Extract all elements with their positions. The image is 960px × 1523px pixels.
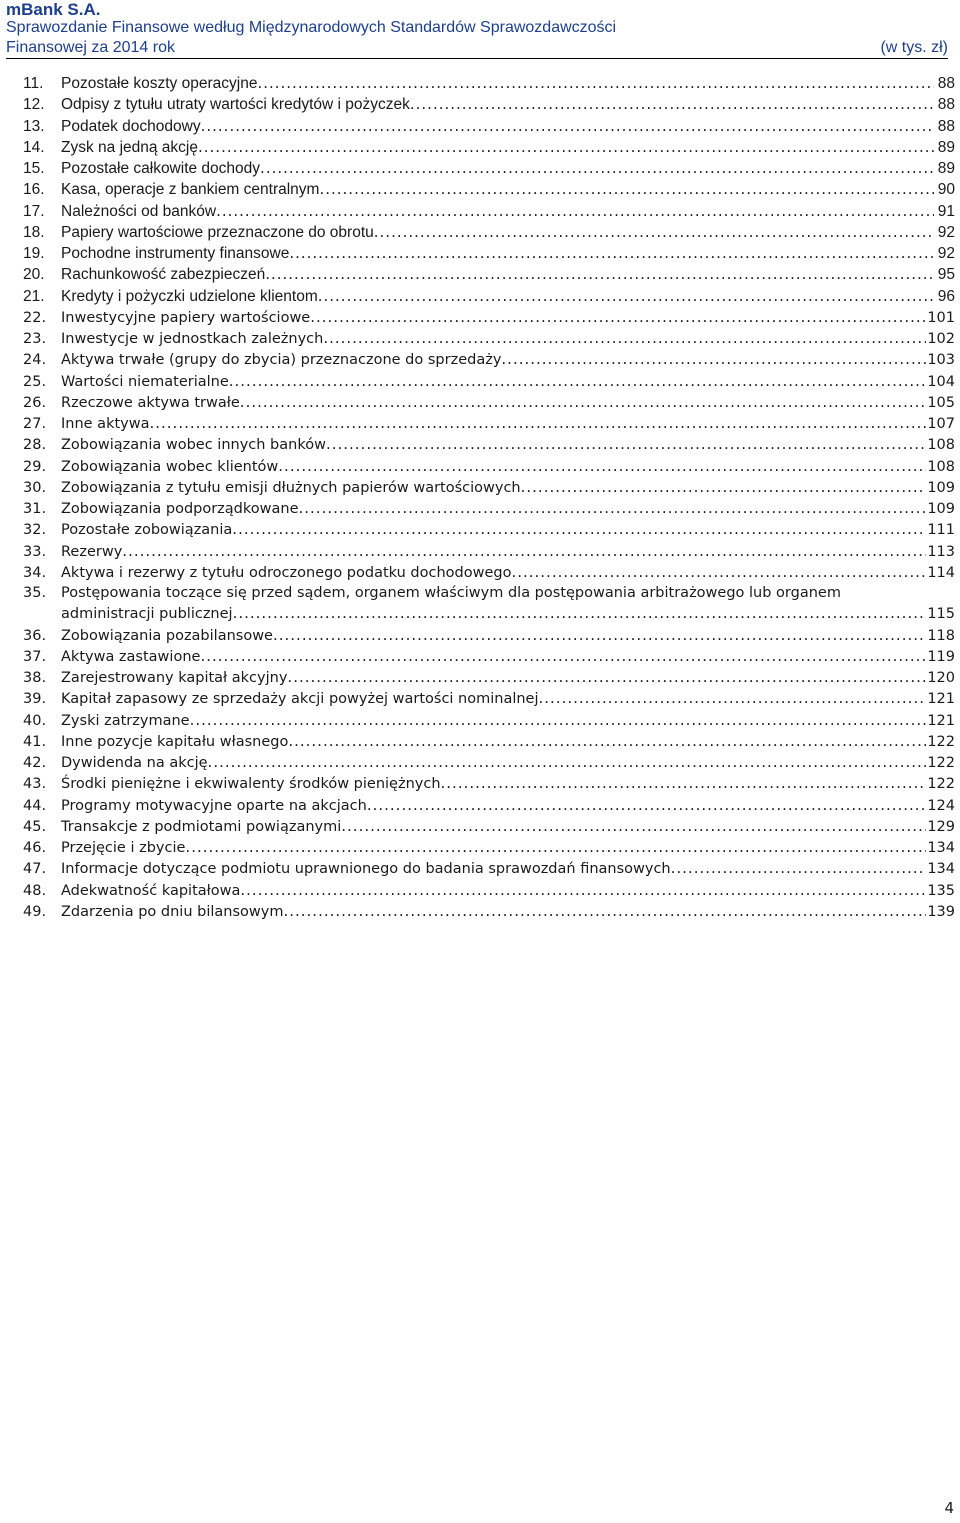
toc-entry-title: Wartości niematerialne <box>61 373 229 390</box>
toc-row <box>23 603 955 625</box>
toc-entry[interactable] <box>23 413 955 434</box>
page-number: 4 <box>944 1499 954 1517</box>
toc-entry-title: administracji publicznej <box>61 606 233 623</box>
toc-entry-page: 135 <box>927 882 955 899</box>
toc-dot-leader <box>299 498 927 519</box>
toc-entry-page: 114 <box>927 564 955 581</box>
toc-dot-leader <box>318 286 934 307</box>
toc-entry[interactable] <box>23 667 955 688</box>
toc-dot-leader <box>198 137 934 158</box>
toc-entry-title: Inne pozycje kapitału własnego <box>61 733 289 750</box>
toc-entry-page: 88 <box>937 75 955 92</box>
toc-row <box>23 307 955 329</box>
toc-entry-page: 91 <box>937 202 955 220</box>
toc-entry-page: 134 <box>927 861 955 878</box>
toc-entry-number: 20. <box>23 266 45 284</box>
toc-row <box>23 519 955 541</box>
toc-entry-title: Zdarzenia po dniu bilansowym <box>61 903 284 920</box>
toc-dot-leader <box>149 413 926 434</box>
toc-row <box>23 858 955 880</box>
toc-row <box>23 222 955 243</box>
toc-entry-number: 38. <box>23 670 47 686</box>
toc-entry-title: Zobowiązania podporządkowane <box>61 501 299 517</box>
toc-entry-number: 44. <box>23 797 47 814</box>
toc-row <box>23 541 955 563</box>
toc-entry-number: 19. <box>23 245 45 262</box>
toc-entry-number: 31. <box>23 501 47 517</box>
toc-dot-leader <box>319 179 934 200</box>
toc-entry-page: 92 <box>937 245 955 262</box>
toc-row <box>23 264 955 285</box>
toc-row <box>23 816 955 838</box>
toc-entry[interactable] <box>23 731 955 752</box>
toc-entry[interactable] <box>23 752 955 773</box>
toc-entry-number: 27. <box>23 416 47 432</box>
toc-entry-title: Zobowiązania wobec innych banków <box>61 437 326 454</box>
toc-entry-number: 11. <box>23 75 44 92</box>
toc-entry[interactable] <box>23 901 955 922</box>
toc-dot-leader <box>232 519 926 540</box>
toc-entry[interactable] <box>23 541 955 562</box>
toc-entry-page: 119 <box>927 648 955 665</box>
toc-dot-leader <box>240 880 926 901</box>
toc-entry-number: 35. <box>23 585 47 601</box>
toc-row <box>23 773 955 795</box>
toc-dot-leader <box>257 73 934 94</box>
toc-entry[interactable] <box>23 456 955 477</box>
toc-row <box>23 583 955 604</box>
toc-row <box>23 710 955 732</box>
toc-entry-number: 39. <box>23 691 47 708</box>
toc-entry-page: 108 <box>927 437 955 454</box>
toc-entry-title: Inwestycje w jednostkach zależnych <box>61 331 324 347</box>
toc-dot-leader <box>511 562 926 583</box>
toc-entry[interactable] <box>23 371 955 392</box>
toc-row <box>23 562 955 584</box>
toc-row <box>23 413 955 435</box>
toc-dot-leader <box>288 731 926 752</box>
toc-entry-number: 21. <box>23 287 45 305</box>
toc-entry-page: 88 <box>937 117 955 135</box>
toc-entry-title: Programy motywacyjne oparte na akcjach <box>61 797 367 814</box>
toc-dot-leader <box>200 646 926 667</box>
toc-entry[interactable] <box>23 795 955 816</box>
toc-row <box>23 456 955 478</box>
toc-dot-leader <box>201 116 934 137</box>
toc-row <box>23 179 955 200</box>
units-label: (w tys. zł) <box>880 39 948 56</box>
toc-entry-page: 122 <box>927 755 955 771</box>
toc-entry-number: 12. <box>23 96 45 114</box>
toc-entry-title: Kredyty i pożyczki udzielone klientom <box>61 287 318 305</box>
toc-entry[interactable] <box>23 328 955 349</box>
toc-entry-title: Rzeczowe aktywa trwałe <box>61 394 240 411</box>
toc-row <box>23 73 955 94</box>
toc-entry[interactable] <box>23 73 955 94</box>
toc-entry[interactable] <box>23 646 955 667</box>
toc-entry-title: Papiery wartościowe przeznaczone do obrotu <box>61 223 374 241</box>
toc-entry-number: 34. <box>23 564 47 581</box>
toc-entry[interactable] <box>23 179 955 200</box>
toc-entry[interactable] <box>23 158 955 179</box>
toc-entry-page: 108 <box>927 458 955 475</box>
toc-dot-leader <box>341 816 926 837</box>
toc-row <box>23 498 955 520</box>
toc-row <box>23 625 955 647</box>
toc-dot-leader <box>501 349 926 370</box>
toc-entry[interactable] <box>23 137 955 158</box>
toc-row <box>23 392 955 414</box>
toc-entry[interactable] <box>23 816 955 837</box>
toc-entry-page: 89 <box>937 160 955 177</box>
toc-entry[interactable] <box>23 201 955 222</box>
toc-entry-number: 47. <box>23 861 47 878</box>
toc-entry-title: Aktywa i rezerwy z tytułu odroczonego podatku dochodowego <box>61 564 512 581</box>
toc-entry[interactable] <box>23 837 955 858</box>
toc-entry-title: Aktywa trwałe (grupy do zbycia) przeznaczone do sprzedaży <box>61 352 502 369</box>
toc-entry-page: 103 <box>927 352 955 369</box>
toc-row <box>23 731 955 753</box>
toc-entry[interactable] <box>23 858 955 879</box>
toc-entry[interactable] <box>23 562 955 583</box>
toc-entry-title: Inne aktywa <box>61 416 150 432</box>
table-of-contents <box>23 73 955 922</box>
toc-entry-title: Zobowiązania pozabilansowe <box>61 627 273 644</box>
toc-entry[interactable] <box>23 477 955 498</box>
toc-entry-number: 29. <box>23 458 47 475</box>
toc-entry-number: 37. <box>23 648 47 665</box>
toc-dot-leader <box>367 795 926 816</box>
toc-entry[interactable] <box>23 880 955 901</box>
toc-entry[interactable] <box>23 349 955 370</box>
toc-entry-title: Transakcje z podmiotami powiązanymi <box>61 818 342 835</box>
toc-entry-title: Dywidenda na akcję <box>61 755 208 771</box>
toc-row <box>23 371 955 393</box>
toc-dot-leader <box>374 222 934 243</box>
toc-dot-leader <box>233 603 927 624</box>
toc-entry-title: Zysk na jedną akcję <box>61 138 198 156</box>
toc-dot-leader <box>539 688 927 709</box>
toc-dot-leader <box>208 752 927 773</box>
toc-entry-page: 115 <box>927 606 955 623</box>
toc-entry[interactable] <box>23 243 955 264</box>
toc-dot-leader <box>283 901 926 922</box>
toc-entry-number: 46. <box>23 840 47 856</box>
toc-entry[interactable] <box>23 94 955 115</box>
toc-dot-leader <box>287 667 926 688</box>
toc-dot-leader <box>229 371 927 392</box>
toc-dot-leader <box>289 243 934 264</box>
toc-entry-title: Pozostałe zobowiązania <box>61 522 233 539</box>
toc-entry-title: Zobowiązania z tytułu emisji dłużnych papierów wartościowych <box>61 479 521 496</box>
toc-row <box>23 158 955 179</box>
toc-dot-leader <box>260 158 934 179</box>
toc-entry-title: Pozostałe całkowite dochody <box>61 160 261 177</box>
toc-entry-number: 17. <box>23 202 45 220</box>
toc-entry-page: 129 <box>927 818 955 835</box>
toc-entry-number: 23. <box>23 331 47 347</box>
toc-row <box>23 137 955 158</box>
toc-entry-page: 120 <box>927 670 955 686</box>
toc-dot-leader <box>441 773 927 794</box>
toc-dot-leader <box>190 710 927 731</box>
toc-row <box>23 201 955 222</box>
toc-row <box>23 752 955 774</box>
toc-entry-page: 101 <box>927 309 955 326</box>
toc-dot-leader <box>521 477 927 498</box>
toc-entry-number: 32. <box>23 522 47 539</box>
toc-row <box>23 349 955 371</box>
toc-row <box>23 116 955 137</box>
toc-entry-page: 109 <box>927 479 955 496</box>
toc-entry-page: 134 <box>927 840 955 856</box>
toc-entry-title: Rezerwy <box>61 543 123 560</box>
toc-entry-page: 89 <box>937 138 955 156</box>
toc-entry-page: 102 <box>927 331 955 347</box>
toc-entry[interactable] <box>23 710 955 731</box>
toc-entry-number: 16. <box>23 181 45 199</box>
toc-entry-number: 42. <box>23 755 47 771</box>
toc-entry-number: 24. <box>23 352 47 369</box>
toc-entry-page: 122 <box>927 776 955 793</box>
toc-entry-title: Odpisy z tytułu utraty wartości kredytów i pożyczek <box>61 96 410 114</box>
toc-entry-page: 88 <box>937 96 955 114</box>
toc-entry-title: Aktywa zastawione <box>61 648 201 665</box>
toc-entry-number: 13. <box>23 117 45 135</box>
toc-entry-number: 43. <box>23 776 47 793</box>
toc-entry[interactable] <box>23 773 955 794</box>
toc-entry-title: Kapitał zapasowy ze sprzedaży akcji powyżej wartości nominalnej <box>61 691 539 708</box>
toc-entry-title: Rachunkowość zabezpieczeń <box>61 266 266 284</box>
toc-entry-page: 107 <box>927 416 955 432</box>
toc-entry-page: 104 <box>927 373 955 390</box>
toc-entry-title: Należności od banków <box>61 202 217 220</box>
toc-row <box>23 94 955 115</box>
report-title-line-2: Finansowej za 2014 rok <box>6 39 175 56</box>
toc-row <box>23 434 955 456</box>
toc-entry-page: 90 <box>937 181 955 199</box>
toc-entry-page: 96 <box>937 287 955 305</box>
toc-entry-number: 28. <box>23 437 47 454</box>
toc-entry[interactable] <box>23 286 955 307</box>
toc-entry-page: 122 <box>927 733 955 750</box>
toc-dot-leader <box>265 264 934 285</box>
toc-entry-page: 139 <box>927 903 955 920</box>
toc-entry-number: 15. <box>23 160 45 177</box>
toc-entry-number: 26. <box>23 394 47 411</box>
toc-dot-leader <box>671 858 927 879</box>
toc-entry[interactable] <box>23 625 955 646</box>
toc-entry-title: Inwestycyjne papiery wartościowe <box>61 309 311 326</box>
toc-dot-leader <box>323 328 926 349</box>
toc-row <box>23 646 955 668</box>
toc-dot-leader <box>122 541 926 562</box>
toc-entry-number: 49. <box>23 903 47 920</box>
toc-row <box>23 688 955 710</box>
toc-entry-title: Zarejestrowany kapitał akcyjny <box>61 670 288 686</box>
toc-dot-leader <box>216 201 934 222</box>
toc-entry-page: 124 <box>927 797 955 814</box>
toc-dot-leader <box>240 392 927 413</box>
company-name: mBank S.A. <box>6 0 101 19</box>
toc-entry-title: Postępowania toczące się przed sądem, organem właściwym dla postępowania arbitrażowego lub organem <box>61 585 841 601</box>
toc-entry[interactable] <box>23 392 955 413</box>
toc-entry-page: 121 <box>927 712 955 729</box>
toc-dot-leader <box>273 625 926 646</box>
toc-dot-leader <box>185 837 926 858</box>
toc-entry-page: 111 <box>927 522 955 539</box>
toc-entry-number: 25. <box>23 373 47 390</box>
toc-row <box>23 880 955 902</box>
toc-entry[interactable] <box>23 498 955 519</box>
toc-dot-leader <box>410 94 934 115</box>
toc-entry-title: Kasa, operacje z bankiem centralnym <box>61 181 320 199</box>
toc-entry-number: 45. <box>23 818 47 835</box>
toc-entry-number: 18. <box>23 223 45 241</box>
toc-entry-title: Podatek dochodowy <box>61 117 201 135</box>
toc-entry-page: 109 <box>927 501 955 517</box>
toc-entry-title: Zobowiązania wobec klientów <box>61 458 279 475</box>
toc-row <box>23 243 955 264</box>
toc-entry-number: 22. <box>23 309 47 326</box>
toc-entry-title: Pochodne instrumenty finansowe <box>61 245 290 262</box>
toc-dot-leader <box>326 434 926 455</box>
toc-entry-title: Pozostałe koszty operacyjne <box>61 75 258 92</box>
toc-dot-leader <box>278 456 926 477</box>
toc-entry-title: Zyski zatrzymane <box>61 712 190 729</box>
toc-entry[interactable] <box>23 116 955 137</box>
toc-entry-number: 30. <box>23 479 47 496</box>
toc-entry-number: 33. <box>23 543 47 560</box>
report-title-line-1: Sprawozdanie Finansowe według Międzynarodowych Standardów Sprawozdawczości <box>6 19 617 36</box>
toc-entry-number: 36. <box>23 627 47 644</box>
toc-entry-page: 118 <box>927 627 955 644</box>
toc-row <box>23 328 955 350</box>
toc-row <box>23 795 955 817</box>
toc-entry-page: 95 <box>937 266 955 284</box>
toc-entry-page: 92 <box>937 223 955 241</box>
toc-row <box>23 477 955 499</box>
toc-row <box>23 286 955 307</box>
toc-entry-page: 121 <box>927 691 955 708</box>
toc-entry[interactable] <box>23 583 955 625</box>
toc-entry[interactable] <box>23 307 955 328</box>
toc-entry[interactable] <box>23 264 955 285</box>
toc-entry-page: 113 <box>927 543 955 560</box>
toc-entry-page: 105 <box>927 394 955 411</box>
page-header <box>6 0 948 59</box>
toc-entry[interactable] <box>23 688 955 709</box>
toc-entry[interactable] <box>23 434 955 455</box>
toc-row <box>23 837 955 859</box>
toc-entry[interactable] <box>23 222 955 243</box>
toc-entry-title: Środki pieniężne i ekwiwalenty środków pieniężnych <box>61 776 441 793</box>
toc-entry-number: 48. <box>23 882 47 899</box>
toc-entry-number: 14. <box>23 138 45 156</box>
toc-entry-number: 41. <box>23 733 47 750</box>
toc-dot-leader <box>310 307 926 328</box>
toc-row <box>23 901 955 923</box>
toc-entry-title: Przejęcie i zbycie <box>61 840 186 856</box>
toc-entry-title: Informacje dotyczące podmiotu uprawnionego do badania sprawozdań finansowych <box>61 861 671 878</box>
toc-entry-number: 40. <box>23 712 47 729</box>
toc-entry-title: Adekwatność kapitałowa <box>61 882 241 899</box>
toc-row <box>23 667 955 689</box>
toc-entry[interactable] <box>23 519 955 540</box>
